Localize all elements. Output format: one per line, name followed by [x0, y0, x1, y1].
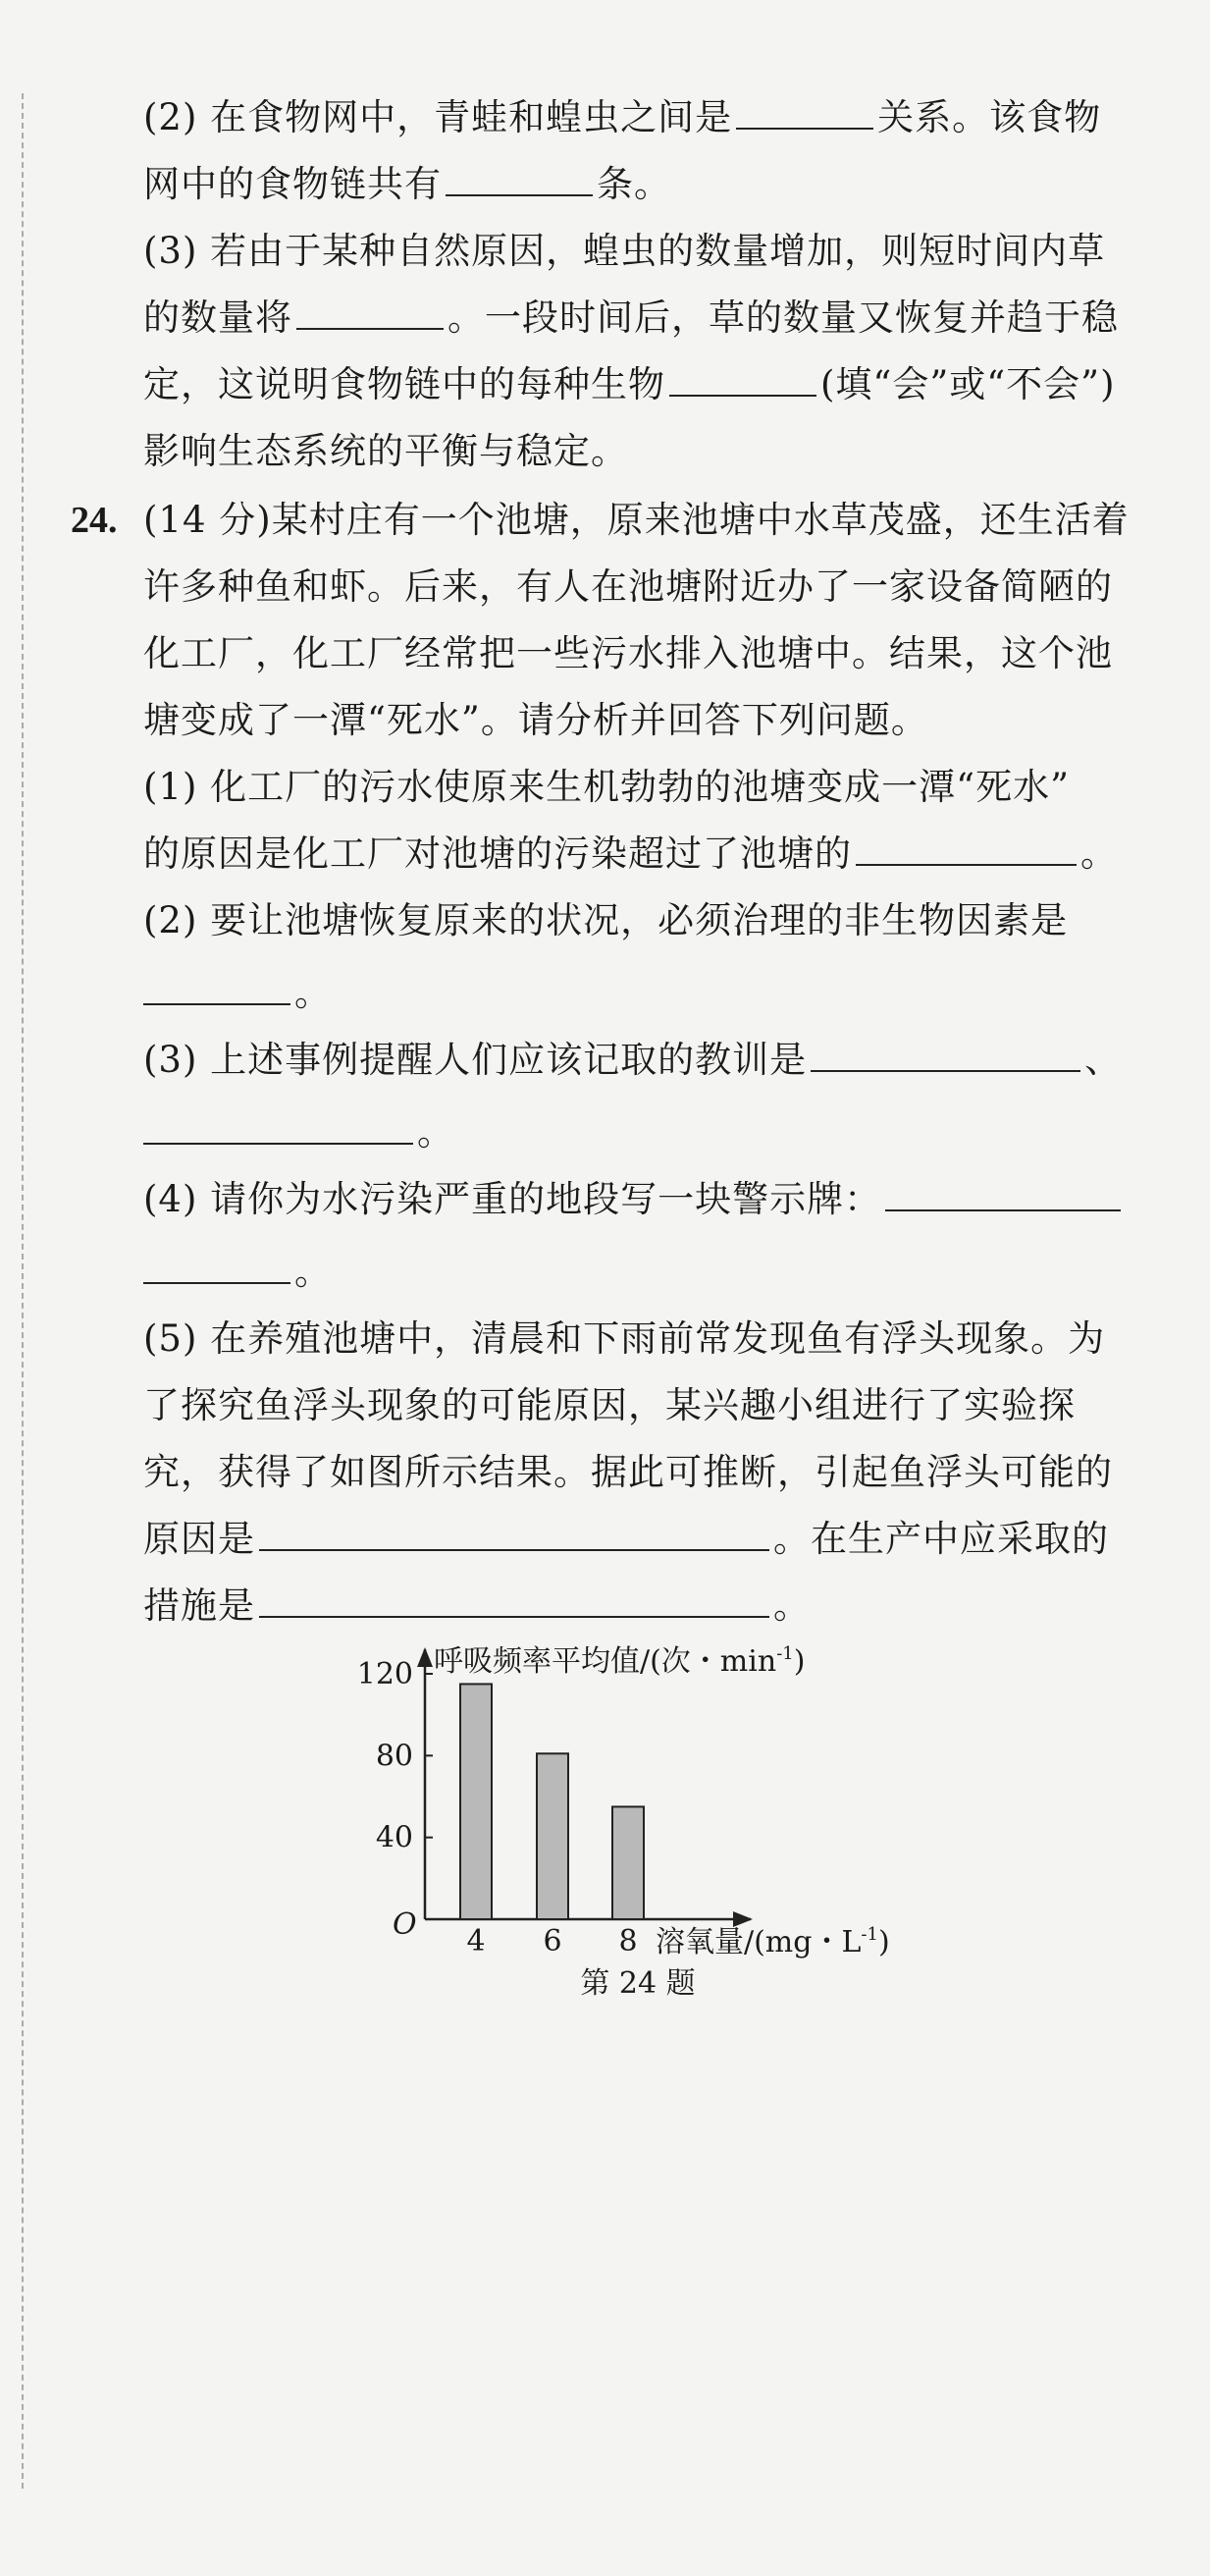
q24-s3-line2	[143, 1111, 1144, 1154]
answer-blank[interactable]	[736, 98, 873, 130]
text: 。	[417, 1111, 454, 1154]
binding-margin-line	[22, 93, 24, 2489]
q24-intro-line3: 化工厂，化工厂经常把一些污水排入池塘中。结果，这个池	[143, 632, 1113, 674]
text: 措施是	[143, 1584, 255, 1627]
q24-s5-line2: 了探究鱼浮头现象的可能原因，某兴趣小组进行了实验探	[143, 1384, 1076, 1426]
text: 的原因是化工厂对池塘的污染超过了池塘的	[143, 832, 852, 875]
y-tick-label: 40	[375, 1820, 413, 1855]
bar-4	[460, 1684, 492, 1919]
x-axis-label: 溶氧量/(mg・$L^{-1}$)	[656, 1924, 890, 1959]
q24-intro-line2: 许多种鱼和虾。后来，有人在池塘附近办了一家设备简陋的	[143, 565, 1113, 608]
x-tick-label: 6	[543, 1924, 562, 1959]
respiration-bar-chart	[0, 1610, 1210, 2003]
q23-part3-line3	[143, 363, 1144, 406]
answer-blank[interactable]	[259, 1520, 769, 1551]
text: (4) 请你为水污染严重的地段写一块警示牌：	[143, 1178, 882, 1220]
q24-s4-line2	[143, 1251, 1144, 1294]
q24-s4-line1	[143, 1178, 1144, 1221]
q24-intro-line1: (14 分)某村庄有一个池塘，原来池塘中水草茂盛，还生活着	[143, 499, 1130, 541]
q24-s5-line1: (5) 在养殖池塘中，清晨和下雨前常发现鱼有浮头现象。为	[143, 1317, 1106, 1360]
q23-part3-line4: 影响生态系统的平衡与稳定。	[143, 430, 628, 472]
question-number: 24.	[71, 500, 118, 541]
text: 。	[294, 972, 332, 1014]
bar-8	[612, 1806, 644, 1919]
text: 。一段时间后，草的数量又恢复并趋于稳	[447, 296, 1119, 339]
x-tick-label: 4	[466, 1924, 486, 1959]
text: (3) 上述事例提醒人们应该记取的教训是	[143, 1039, 808, 1081]
origin-label: O	[393, 1907, 417, 1942]
text: 、	[1084, 1039, 1123, 1081]
q24-intro-line4: 塘变成了一潭“死水”。请分析并回答下列问题。	[143, 699, 928, 741]
answer-blank[interactable]	[143, 974, 290, 1005]
answer-blank[interactable]	[296, 298, 444, 330]
text: 的数量将	[143, 296, 292, 339]
text: 关系。该食物	[877, 96, 1102, 138]
text: 。	[773, 1584, 811, 1627]
text: 原因是	[143, 1518, 255, 1560]
q23-part2-line2	[143, 163, 1144, 206]
text: 。	[1080, 832, 1118, 875]
y-tick-label: 80	[375, 1739, 413, 1774]
q23-part3-line1: (3) 若由于某种自然原因，蝗虫的数量增加，则短时间内草	[143, 230, 1106, 272]
answer-blank[interactable]	[885, 1180, 1121, 1211]
x-tick-label: 8	[618, 1924, 638, 1959]
answer-blank[interactable]	[669, 365, 816, 397]
y-axis-label: 呼吸频率平均值/(次・$\min^{-1}$)	[434, 1643, 806, 1679]
text: 。	[294, 1251, 332, 1293]
q24-s5-line4	[143, 1518, 1144, 1561]
bar-6	[537, 1753, 568, 1919]
q24-s5-line3: 究，获得了如图所示结果。据此可推断，引起鱼浮头可能的	[143, 1451, 1113, 1493]
text: 定，这说明食物链中的每种生物	[143, 363, 665, 405]
text: (填“会”或“不会”)	[820, 363, 1116, 405]
text: 。在生产中应采取的	[773, 1518, 1109, 1560]
text: (2) 在食物网中，青蛙和蝗虫之间是	[143, 96, 733, 138]
answer-blank[interactable]	[446, 165, 593, 196]
answer-blank[interactable]	[143, 1113, 413, 1145]
q24-s1-line1: (1) 化工厂的污水使原来生机勃勃的池塘变成一潭“死水”	[143, 766, 1071, 808]
q24-s2-line2	[143, 972, 1144, 1015]
q23-part3-line2	[143, 296, 1144, 340]
q24-s3-line1	[143, 1039, 1144, 1082]
q24-s2-line1: (2) 要让池塘恢复原来的状况，必须治理的非生物因素是	[143, 899, 1069, 941]
figure-caption: 第 24 题	[580, 1966, 696, 2001]
answer-blank[interactable]	[811, 1041, 1080, 1072]
y-tick-label: 120	[356, 1657, 413, 1691]
q23-part2-line1	[143, 96, 1144, 139]
text: 网中的食物链共有	[143, 163, 442, 205]
answer-blank[interactable]	[856, 834, 1077, 866]
text: 条。	[597, 163, 671, 205]
answer-blank[interactable]	[143, 1253, 290, 1284]
q24-s1-line2	[143, 832, 1144, 876]
